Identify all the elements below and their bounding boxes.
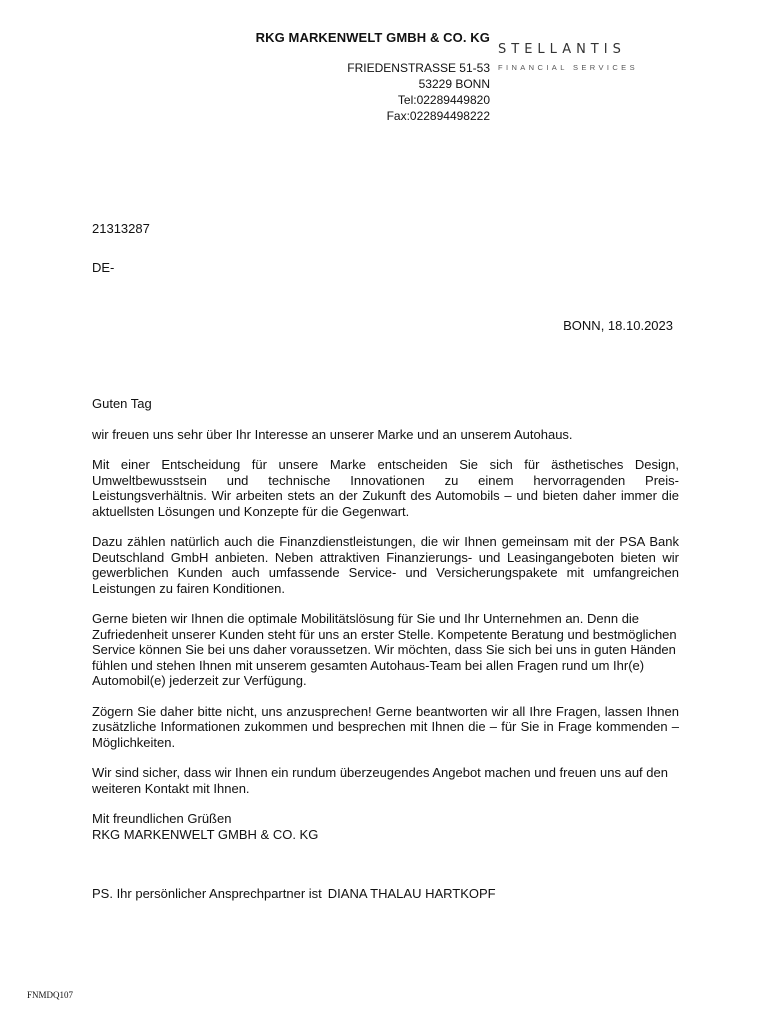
paragraph-contact: Zögern Sie daher bitte nicht, uns anzusprechen! Gerne beantworten wir all Ihre Fragen, lassen Ihnen zusätzliche Informationen zukommen und besprechen mit Ihnen die – für Sie in Frage kommenden – Möglichkeiten. [92, 703, 679, 750]
form-code: FNMDQ107 [27, 990, 74, 1000]
logo-main-text: STELLANTIS [498, 42, 626, 57]
sender-fax: Fax:022894498222 [386, 109, 490, 123]
logo-sub-text: FINANCIAL SERVICES [498, 63, 638, 72]
signature: RKG MARKENWELT GMBH & CO. KG [92, 826, 319, 842]
company-name: RKG MARKENWELT GMBH & CO. KG [255, 30, 490, 45]
paragraph-mobility: Gerne bieten wir Ihnen die optimale Mobilitätslösung für Sie und Ihr Unternehmen an. Denn die Zufriedenheit unserer Kunden steht für uns an erster Stelle. Kompetente Beratung und bestmöglichen Service können Sie bei uns daher voraussetzen. Wir möchten, dass Sie sich bei uns in guten Händen fühlen und stehen Ihnen mit unserem gesamten Autohaus-Team bei allen Fragen rund um Ihr(e) Automobil(e) jederzeit zur Verfügung. [92, 611, 677, 688]
paragraph-finance: Dazu zählen natürlich auch die Finanzdienstleistungen, die wir Ihnen gemeinsam mit der PSA Bank Deutschland GmbH anbieten. Neben attraktiven Finanzierungs- und Leasingangeboten bieten wir gewerblichen Kunden auch umfassende Service- und Versicherungspakete mit umfangreichen Leistungen zu fairen Konditionen. [92, 534, 679, 596]
sender-city: 53229 BONN [418, 77, 490, 91]
paragraph-offer: Wir sind sicher, dass wir Ihnen ein rundum überzeugendes Angebot machen und freuen uns auf den weiteren Kontakt mit Ihnen. [92, 765, 668, 796]
recipient-country: DE- [92, 260, 115, 275]
sender-phone: Tel:02289449820 [397, 93, 490, 107]
paragraph-intro: wir freuen uns sehr über Ihr Interesse an unserer Marke und an unserem Autohaus. [92, 426, 573, 442]
letter-body [92, 396, 679, 842]
closing: Mit freundlichen Grüßen [92, 811, 232, 826]
ps-line [92, 886, 496, 901]
stellantis-logo [498, 42, 658, 72]
ps-label: PS. Ihr persönlicher Ansprechpartner ist [92, 886, 322, 901]
paragraph-brand: Mit einer Entscheidung für unsere Marke entscheiden Sie sich für ästhetisches Design, Umweltbewusstsein und technische Innovationen zu einem hervorragenden Preis-Leistungsverhältnis. Wir arbeiten stets an der Zukunft des Automobils – und bieten daher immer die aktuellsten Lösungen und Konzepte für die Gegenwart. [92, 457, 679, 519]
salutation: Guten Tag [92, 396, 152, 411]
recipient-reference: 21313287 [92, 221, 150, 236]
place-date: BONN, 18.10.2023 [563, 318, 673, 333]
sender-street: FRIEDENSTRASSE 51-53 [347, 61, 490, 75]
ps-contact-name: DIANA THALAU HARTKOPF [327, 886, 496, 901]
sender-address [347, 60, 490, 124]
